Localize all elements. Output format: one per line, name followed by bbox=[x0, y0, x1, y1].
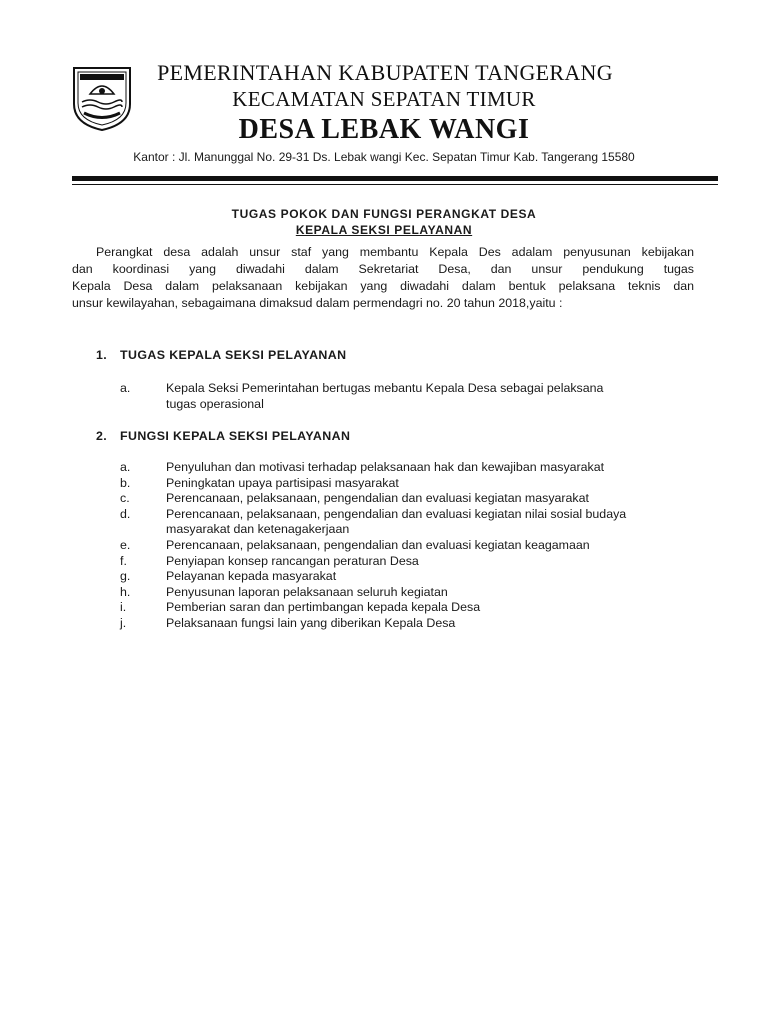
intro-line: unsur kewilayahan, sebagaimana dimaksud dalam permendagri no. 20 tahun 2018,yaitu : bbox=[72, 296, 563, 310]
tugas-list bbox=[120, 381, 700, 412]
regency-emblem-logo bbox=[70, 64, 134, 132]
list-item bbox=[120, 460, 700, 476]
list-item-letter: g. bbox=[120, 569, 131, 584]
list-item-letter: e. bbox=[120, 537, 131, 552]
list-item-text-line: Kepala Seksi Pemerintahan bertugas mebantu Kepala Desa sebagai pelaksana bbox=[166, 381, 604, 395]
list-item bbox=[120, 491, 700, 507]
intro-line: Perangkat desa adalah unsur staf yang membantu Kepala Des adalam penyusunan kebijakan bbox=[96, 245, 694, 259]
list-item-letter: c. bbox=[120, 491, 130, 506]
list-item bbox=[120, 585, 700, 601]
section-heading-text: FUNGSI KEPALA SEKSI PELAYANAN bbox=[120, 429, 351, 443]
letterhead-divider-thin bbox=[72, 184, 718, 185]
intro-line: dan koordinasi yang diwadahi dalam Sekretariat Desa, dan unsur pendukung tugas bbox=[72, 262, 694, 276]
section-heading-tugas bbox=[96, 348, 346, 362]
list-item-letter: b. bbox=[120, 475, 131, 490]
list-item-text: Pemberian saran dan pertimbangan kepada kepala Desa bbox=[166, 600, 481, 615]
list-item-text-line: masyarakat dan ketenagakerjaan bbox=[166, 522, 350, 537]
list-item bbox=[120, 381, 700, 412]
list-item-text: Peningkatan upaya partisipasi masyarakat bbox=[166, 475, 399, 490]
list-item-text-line: Perencanaan, pelaksanaan, pengendalian dan evaluasi kegiatan nilai sosial budaya bbox=[166, 506, 627, 521]
letterhead-district: KECAMATAN SEPATAN TIMUR bbox=[232, 87, 536, 111]
list-item-text: Pelaksanaan fungsi lain yang diberikan Kepala Desa bbox=[166, 615, 456, 630]
list-item-letter: a. bbox=[120, 460, 131, 474]
intro-paragraph bbox=[72, 244, 694, 312]
list-item-text bbox=[166, 507, 700, 538]
list-item bbox=[120, 569, 700, 585]
letterhead-government: PEMERINTAHAN KABUPATEN TANGERANG bbox=[157, 60, 613, 85]
list-item-text: Perencanaan, pelaksanaan, pengendalian dan evaluasi kegiatan masyarakat bbox=[166, 491, 589, 506]
list-item-text: Penyusunan laporan pelaksanaan seluruh kegiatan bbox=[166, 584, 448, 599]
letterhead-divider-thick bbox=[72, 176, 718, 181]
section-heading-fungsi bbox=[96, 429, 350, 443]
list-item bbox=[120, 600, 700, 616]
letterhead-village: DESA LEBAK WANGI bbox=[238, 114, 530, 145]
list-item-letter: h. bbox=[120, 584, 131, 599]
list-item-text: Penyiapan konsep rancangan peraturan Desa bbox=[166, 553, 419, 568]
office-address: Kantor : Jl. Manunggal No. 29-31 Ds. Lebak wangi Kec. Sepatan Timur Kab. Tangerang 15580 bbox=[133, 150, 635, 164]
list-item-text bbox=[166, 381, 700, 412]
document-title: TUGAS POKOK DAN FUNGSI PERANGKAT DESA bbox=[231, 207, 537, 221]
list-item bbox=[120, 507, 700, 538]
fungsi-list bbox=[120, 460, 700, 632]
section-number: 2. bbox=[96, 429, 108, 443]
list-item bbox=[120, 616, 700, 632]
list-item-letter: j. bbox=[120, 615, 127, 630]
list-item bbox=[120, 554, 700, 570]
section-number: 1. bbox=[96, 348, 108, 362]
list-item-letter: d. bbox=[120, 506, 131, 521]
list-item-text-line: tugas operasional bbox=[166, 396, 264, 411]
list-item-letter: f. bbox=[120, 553, 127, 568]
section-heading-text: TUGAS KEPALA SEKSI PELAYANAN bbox=[120, 348, 347, 362]
document-subtitle: KEPALA SEKSI PELAYANAN bbox=[295, 223, 473, 237]
intro-line: Kepala Desa dalam pelaksanaan kebijakan yang diwadahi dalam bentuk pelaksana teknis dan bbox=[72, 279, 694, 293]
list-item-text: Penyuluhan dan motivasi terhadap pelaksanaan hak dan kewajiban masyarakat bbox=[166, 460, 605, 474]
list-item-letter: i. bbox=[120, 600, 127, 615]
list-item-text: Perencanaan, pelaksanaan, pengendalian dan evaluasi kegiatan keagamaan bbox=[166, 537, 590, 552]
list-item-letter: a. bbox=[120, 381, 131, 395]
list-item bbox=[120, 476, 700, 492]
list-item bbox=[120, 538, 700, 554]
list-item-text: Pelayanan kepada masyarakat bbox=[166, 569, 337, 584]
